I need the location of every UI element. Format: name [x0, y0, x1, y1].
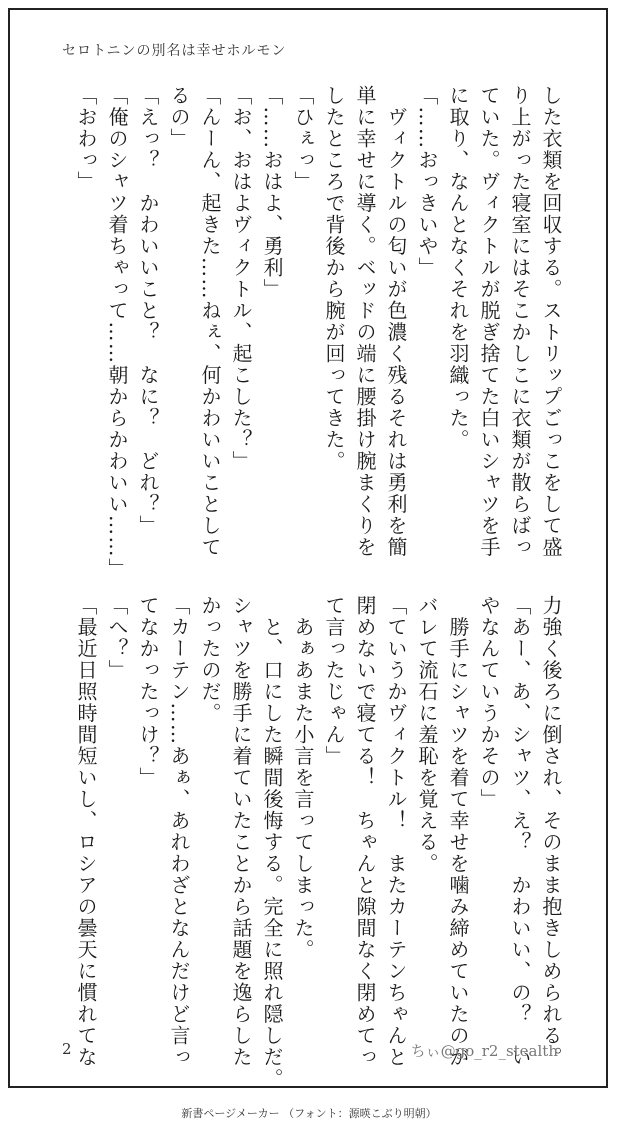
- text-line: ていた。ヴィクトルが脱ぎ捨てた白いシャツを手: [477, 85, 501, 558]
- text-line: 「んーん、起きた……ねぇ、何かわいいことして: [198, 85, 222, 558]
- text-line: に取り、なんとなくそれを羽織った。: [446, 85, 470, 451]
- text-line: て言ったじゃん」: [322, 595, 346, 767]
- text-line: てなかったっけ？」: [136, 595, 160, 789]
- text-line: したところで背後から腕が回ってきた。: [322, 85, 346, 472]
- text-line: ヴィクトルの匂いが色濃く残るそれは勇利を簡: [384, 85, 408, 558]
- text-line: シャツを勝手に着ていたことから話題を逸らした: [229, 595, 253, 1068]
- text-line: やなんていうかその」: [477, 595, 501, 810]
- text-line: かったのだ。: [198, 595, 222, 724]
- author-handle: ちぃ@go_r2_stealth: [410, 1042, 558, 1060]
- text-line: り上がった寝室にはそこかしこに衣類が散らばっ: [508, 85, 532, 558]
- text-line: 「……おはよ、勇利」: [260, 85, 284, 300]
- page-frame: [8, 8, 608, 1088]
- upper-text-block: [46, 85, 566, 580]
- text-line: した衣類を回収する。ストリップごっこをして盛: [539, 85, 563, 558]
- text-line: 「お、おはよヴィクトル、起こした？」: [229, 85, 253, 472]
- text-line: 閉めないで寝てる！ ちゃんと隙間なく閉めてっ: [353, 595, 377, 1068]
- text-line: るの」: [167, 85, 191, 150]
- text-line: 「えっ？ かわいいこと？ なに？ どれ？」: [136, 85, 160, 537]
- text-line: 「俺のシャツ着ちゃって……朝からかわいい……」: [105, 85, 129, 580]
- text-line: 力強く後ろに倒され、そのまま抱きしめられる。: [539, 595, 563, 1068]
- text-line: 「ていうかヴィクトル！ またカーテンちゃんと: [384, 595, 408, 1068]
- text-line: 「あー、あ、シャツ、え？ かわいい、の？ い: [508, 595, 532, 1068]
- text-line: 「おわっ」: [74, 85, 98, 193]
- text-line: 勝手にシャツを着て幸せを噛み締めていたのが: [446, 595, 470, 1068]
- text-line: 「へ？」: [105, 595, 129, 681]
- text-line: バレて流石に羞恥を覚える。: [415, 595, 439, 875]
- text-line: あぁあまた小言を言ってしまった。: [291, 595, 315, 961]
- text-line: 「最近日照時間短いし、ロシアの曇天に慣れてな: [74, 595, 98, 1068]
- text-line: 「カーテン……あぁ、あれわざとなんだけど言っ: [167, 595, 191, 1068]
- page-title: セロトニンの別名は幸せホルモン: [62, 43, 287, 59]
- text-line: 「ひぇっ」: [291, 85, 315, 193]
- generator-credit: 新書ページメーカー （フォント：源暎こぶり明朝）: [181, 1107, 437, 1120]
- text-line: 単に幸せに導く。ベッドの端に腰掛け腕まくりを: [353, 85, 377, 558]
- page-number: 2: [62, 1040, 72, 1058]
- text-line: と、口にした瞬間後悔する。完全に照れ隠しだ。: [260, 595, 284, 1090]
- text-line: 「……おっきいや」: [415, 85, 439, 279]
